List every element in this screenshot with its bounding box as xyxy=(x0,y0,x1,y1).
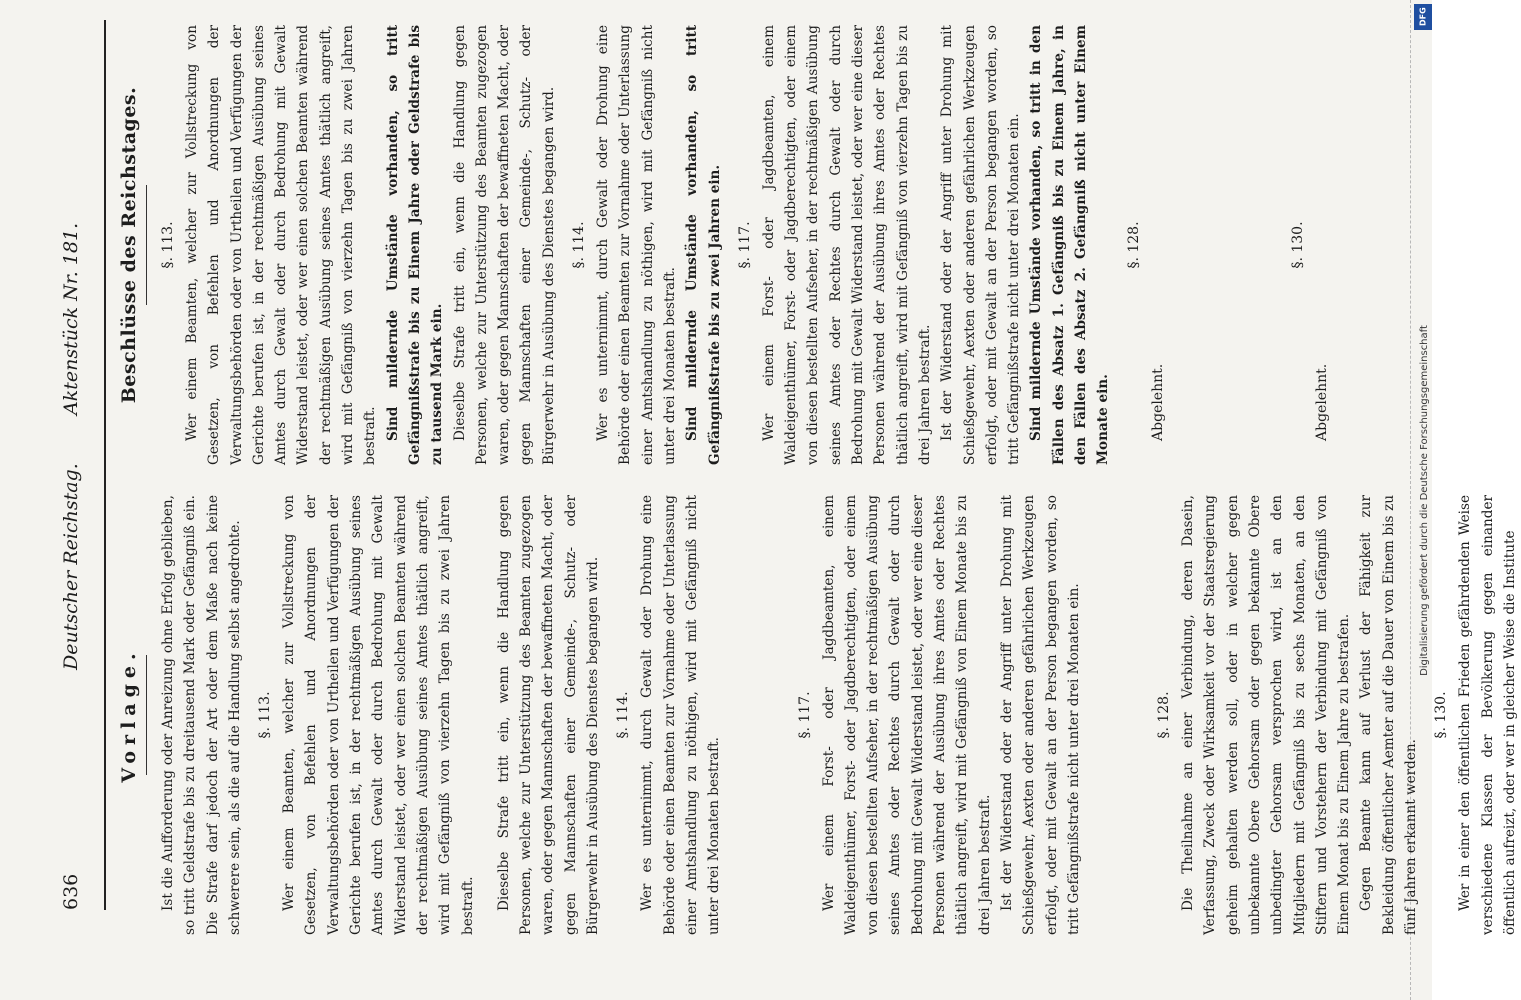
section-heading: §. 114. xyxy=(571,221,588,269)
rejected-note: Abgelehnt. xyxy=(1313,363,1330,441)
paragraph: Wer es unternimmt, durch Gewalt oder Drohung eine Behörde oder einen Beamten zur Vornahme oder Unterlassung einer Amtshandlung zu nöthigen, wird mit Gefängniß nicht unter drei Monaten bestraft. xyxy=(639,495,723,935)
paragraph: Die Theilnahme an einer Verbindung, deren Dasein, Verfassung, Zweck oder Wirksamkeit vor der Staatsregierung geheim gehalten werden soll, oder in welcher gegen unbekannte Obere Gehorsam oder gegen bekannte Obere unbedingter Gehorsam versprochen wird, ist an den Mitgliedern mit Gefängniß bis zu sechs Monaten, an den Stiftern und Vorstehern der Verbindung mit Gefängniß von Einem Monat bis zu Einem Jahre zu bestrafen. xyxy=(1180,495,1353,935)
section-heading: §. 130. xyxy=(1289,221,1306,269)
right-column-beschluesse xyxy=(118,25,1333,465)
paragraph: Dieselbe Strafe tritt ein, wenn die Handlung gegen Personen, welche zur Unterstützung des Beamten zugezogen waren, oder gegen Mannschaften der bewaffneten Macht, oder gegen Mannschaften einer Gemeinde-, Schutz- oder Bürgerwehr in Ausübung des Dienstes begangen wird. xyxy=(495,495,602,935)
section-heading: §. 113. xyxy=(160,221,176,269)
right-column-title: Beschlüsse des Reichstages. xyxy=(118,86,140,404)
paragraph: Dieselbe Strafe tritt ein, wenn die Handlung gegen Personen, welche zur Unterstützung des Beamten zugezogen waren, oder gegen Mannschaften der bewaffneten Macht, oder gegen Mannschaften einer Gemeinde-, Schutz- oder Bürgerwehr in Ausübung des Dienstes begangen wird. xyxy=(451,25,557,465)
paragraph: Wer es unternimmt, durch Gewalt oder Drohung eine Behörde oder einen Beamten zur Vornahme oder Unterlassung einer Amtshandlung zu nöthigen, wird mit Gefängniß nicht unter drei Monaten bestraft. xyxy=(595,25,678,465)
paragraph: Wer einem Beamten, welcher zur Vollstreckung von Gesetzen, von Befehlen und Anordnungen der Verwaltungsbehörden oder von Urtheilen und Verfügungen der Gerichte berufen ist, in der rechtmäßigen Ausübung seines Amtes durch Gewalt oder durch Bedrohung mit Gewalt Widerstand leistet, oder wer einen solchen Beamten während der rechtmäßigen Ausübung seines Amtes thätlich angreift, wird mit Gefängniß von vierzehn Tagen bis zu zwei Jahren bestraft. xyxy=(281,495,476,935)
watermark-text: Digitalisierung gefördert durch die Deutsche Forschungsgemeinschaft xyxy=(1418,324,1430,676)
section-heading: §. 114. xyxy=(615,691,632,739)
paragraph: Wer einem Forst- oder Jagdbeamten, einem Waldeigenthümer, Forst- oder Jagdberechtigten, oder einem von diesen bestellten Aufseher, in der rechtmäßigen Ausübung seines Amtes oder Rechtes durch Gewalt oder durch Bedrohung mit Gewalt Widerstand leistet, oder wer eine dieser Personen während der Ausübung ihres Amtes oder Rechtes thätlich angreift, wird mit Gefängniß von Einem Monate bis zu drei Jahren bestraft. xyxy=(820,495,993,935)
left-column-vorlage xyxy=(118,495,1521,935)
paragraph: Gegen Beamte kann auf Verlust der Fähigkeit zur Bekleidung öffentlicher Aemter auf die Dauer von Einem bis zu fünf Jahren erkannt werden. xyxy=(1358,495,1420,935)
journal-title: Deutscher Reichstag. xyxy=(60,463,82,670)
rejected-note: Abgelehnt. xyxy=(1149,363,1166,441)
section-heading: §. 117. xyxy=(796,691,813,739)
page-header xyxy=(52,10,98,970)
bold-amendment: Sind mildernde Umstände vorhanden, so tritt Gefängnißstrafe bis zu zwei Jahren ein. xyxy=(684,25,723,465)
paragraph: Ist der Widerstand oder der Angriff unter Drohung mit Schießgewehr, Aexten oder anderen gefährlichen Werkzeugen erfolgt, oder mit Gewalt an der Person begangen worden, so tritt Gefängnißstrafe nicht unter drei Monaten ein. xyxy=(939,25,1023,465)
document-number: Aktenstück Nr. 181. xyxy=(60,222,82,415)
dfg-logo: DFG xyxy=(1414,4,1432,30)
digitization-watermark xyxy=(1416,8,1432,992)
page-number: 636 xyxy=(60,873,82,910)
section-heading: §. 128. xyxy=(1156,691,1173,739)
spacer xyxy=(726,495,786,935)
section-heading: §. 113. xyxy=(257,691,274,739)
paragraph: Wer einem Beamten, welcher zur Vollstreckung von Gesetzen, von Befehlen und Anordnungen der Verwaltungsbehörden oder von Urtheilen und Verfügungen der Gerichte berufen ist, in der rechtmäßigen Ausübung seines Amtes durch Gewalt oder durch Bedrohung mit Gewalt Widerstand leistet, oder wer einen solchen Beamten während der rechtmäßigen Ausübung seines Amtes thätlich angreift, wird mit Gefängniß von vierzehn Tagen bis zu zwei Jahren bestraft. xyxy=(184,25,379,465)
section-heading: §. 128. xyxy=(1125,221,1142,269)
left-column-title: Vorlage. xyxy=(118,647,140,783)
section-heading: §. 117. xyxy=(736,221,753,269)
bold-amendment: Sind mildernde Umstände vorhanden, so tritt in den Fällen des Absatz 1. Gefängniß bis zu Einem Jahre, in den Fällen des Absatz 2. Gefängniß nicht unter Einem Monate ein. xyxy=(1028,25,1112,465)
paragraph: Ist der Widerstand oder der Angriff unter Drohung mit Schießgewehr, Aexten oder anderen gefährlichen Werkzeugen erfolgt, oder mit Gewalt an der Person begangen worden, so tritt Gefängnißstrafe nicht unter drei Monaten ein. xyxy=(998,495,1082,935)
spacer xyxy=(479,495,493,935)
bold-amendment: Sind mildernde Umstände vorhanden, so tritt Gefängnißstrafe bis zu Einem Jahre oder Geldstrafe bis zu tausend Mark ein. xyxy=(384,25,446,465)
title-rule xyxy=(146,655,147,775)
paragraph: Wer einem Forst- oder Jagdbeamten, einem Waldeigenthümer, Forst- oder Jagdberechtigten, oder einem von diesen bestellten Aufseher, in der rechtmäßigen Ausübung seines Amtes oder Rechtes durch Gewalt oder durch Bedrohung mit Gewalt Widerstand leistet, oder wer eine dieser Personen während der Ausübung ihres Amtes oder Rechtes thätlich angreift, wird mit Gefängniß von vierzehn Tagen bis zu drei Jahren bestraft. xyxy=(760,25,933,465)
paragraph: Wer in einer den öffentlichen Frieden gefährdenden Weise verschiedene Klassen der Bevölkerung gegen einander öffentlich aufreizt, oder wer in gleicher Weise die Institute xyxy=(1457,495,1518,935)
section-heading: §. 130. xyxy=(1433,691,1450,739)
spacer xyxy=(1085,495,1145,935)
spacer xyxy=(1169,25,1279,465)
intro-paragraph: Ist die Aufforderung oder Anreizung ohne Erfolg geblieben, so tritt Geldstrafe bis zu dreitausend Mark oder Gefängniß ein. Die Strafe darf jedoch der Art oder dem Maße nach keine schwerere sein, als die auf die Handlung selbst angedrohte. xyxy=(160,495,243,935)
title-rule xyxy=(146,185,147,305)
header-rule xyxy=(104,20,106,910)
